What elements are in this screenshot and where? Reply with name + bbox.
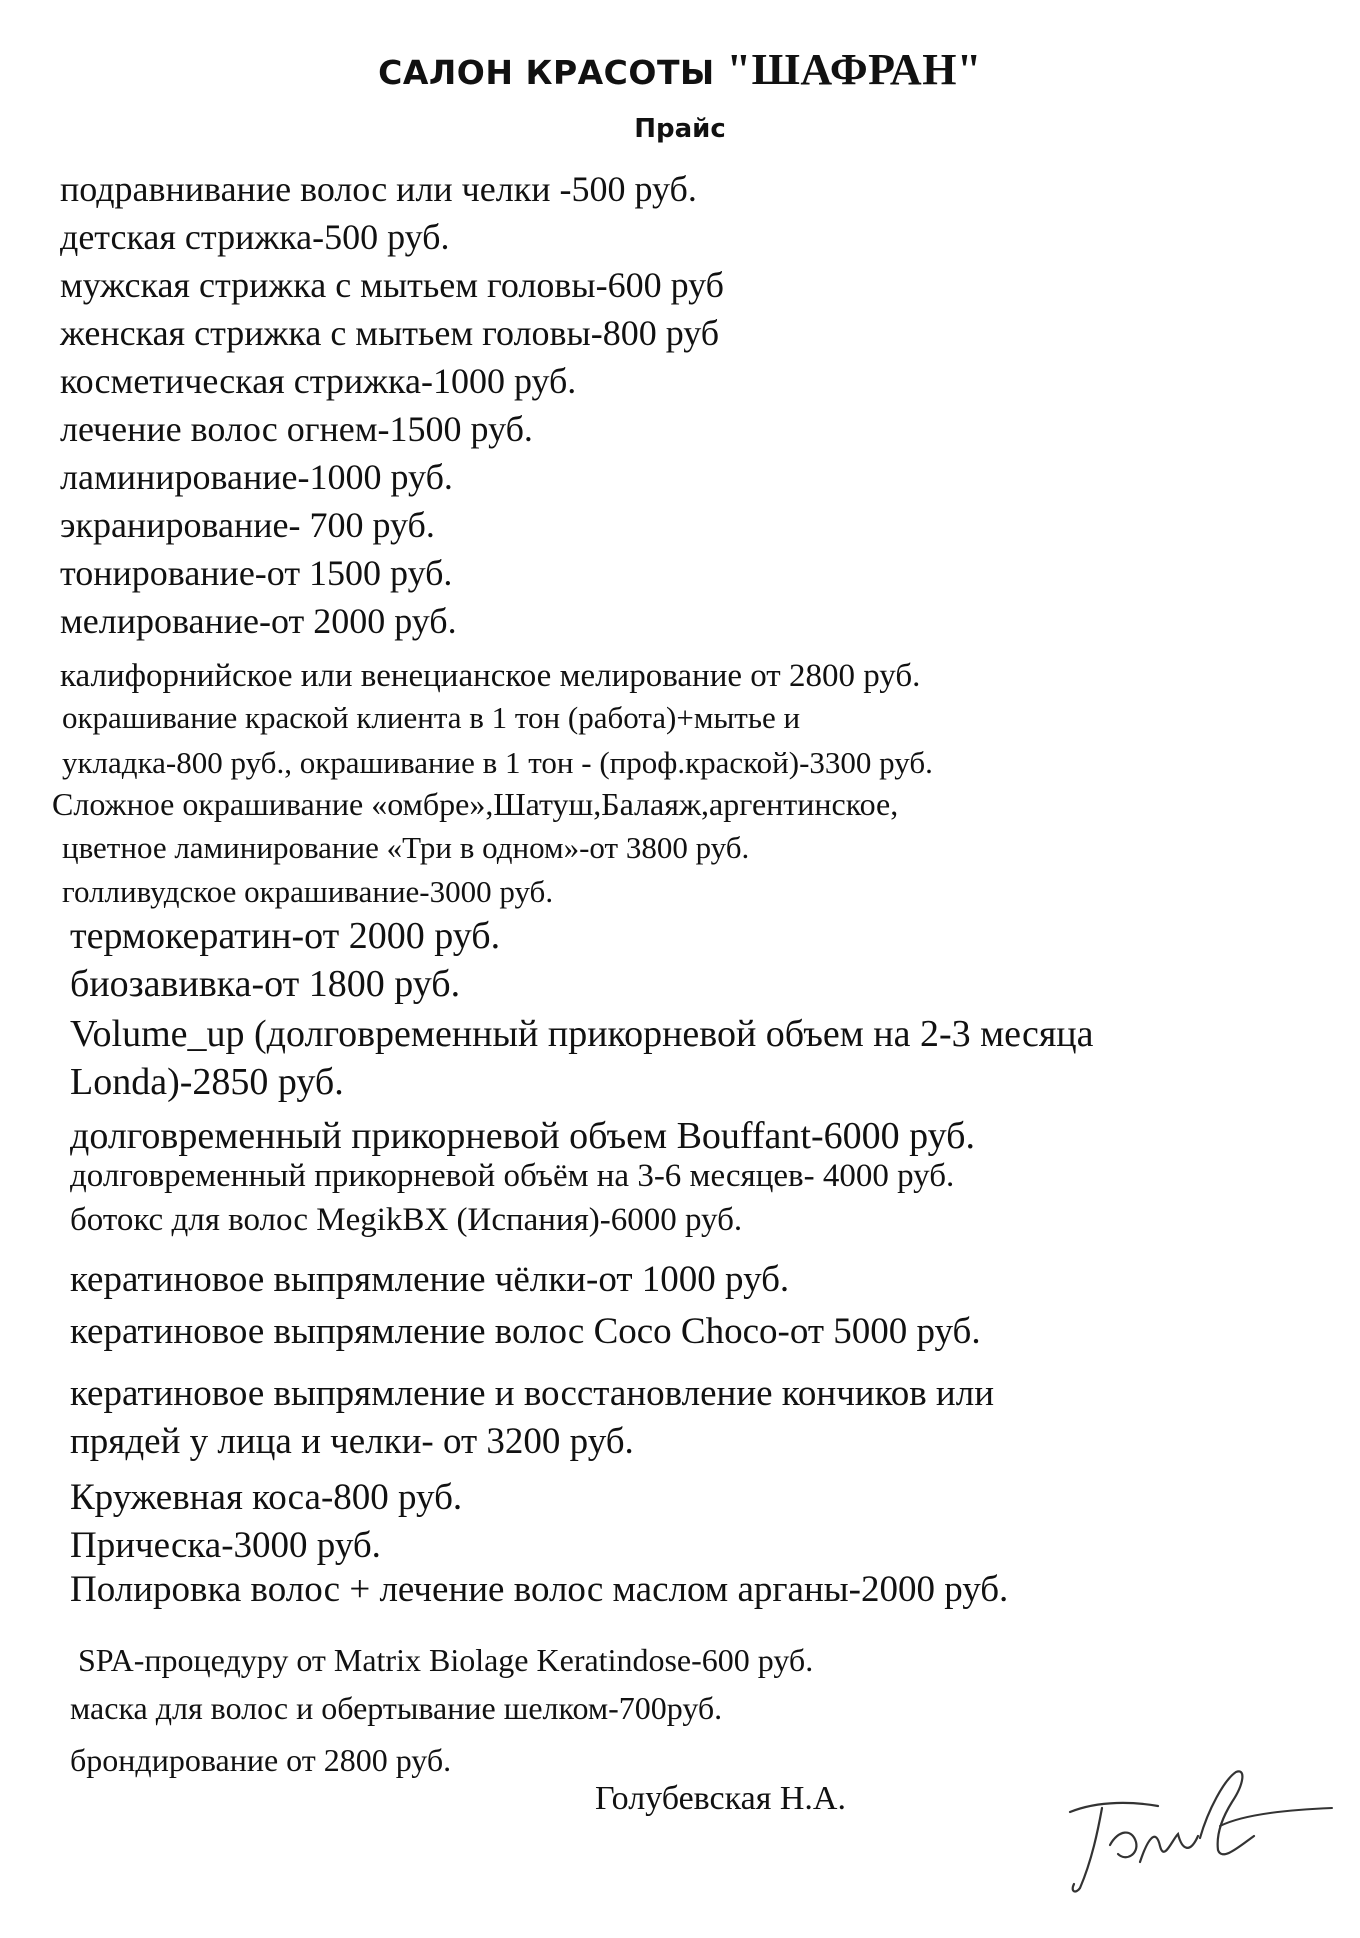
price-item: биозавивка-от 1800 руб.: [70, 963, 461, 1005]
price-item: кератиновое выпрямление чёлки-от 1000 руб.: [70, 1259, 790, 1300]
price-item: лечение волос огнем-1500 руб.: [60, 409, 533, 449]
price-item: калифорнийское или венецианское мелирование от 2800 руб.: [60, 658, 921, 694]
price-item: Кружевная коса-800 руб.: [70, 1477, 463, 1518]
price-item: Прическа-3000 руб.: [70, 1525, 381, 1566]
price-item: SPA-процедуру от Matrix Biolage Keratindose-600 руб.: [78, 1642, 814, 1678]
price-item: женская стрижка с мытьем головы-800 руб: [60, 313, 720, 353]
salon-brand-name: "ШАФРАН": [726, 45, 982, 94]
signatory-name: Голубевская Н.А.: [595, 1780, 846, 1817]
price-item: термокератин-от 2000 руб.: [70, 915, 501, 957]
price-item: экранирование- 700 руб.: [60, 505, 435, 545]
price-item: ламинирование-1000 руб.: [60, 457, 453, 497]
price-item: мелирование-от 2000 руб.: [60, 601, 457, 641]
price-item: тонирование-от 1500 руб.: [60, 553, 453, 593]
price-item: косметическая стрижка-1000 руб.: [60, 361, 577, 401]
price-item: маска для волос и обертывание шелком-700руб.: [70, 1690, 723, 1726]
price-item: долговременный прикорневой объём на 3-6 месяцев- 4000 руб.: [70, 1158, 955, 1194]
price-item: голливудское окрашивание-3000 руб.: [62, 874, 554, 909]
price-item: Londa)-2850 руб.: [70, 1061, 344, 1103]
price-item: кератиновое выпрямление и восстановление кончиков или: [70, 1373, 994, 1414]
price-item: окрашивание краской клиента в 1 тон (работа)+мытье и: [62, 700, 801, 735]
price-item: Volume_up (долговременный прикорневой объем на 2-3 месяца: [70, 1013, 1094, 1055]
price-item: брондирование от 2800 руб.: [70, 1742, 452, 1778]
price-item: Сложное окрашивание «омбре»,Шатуш,Балаяж,аргентинское,: [52, 786, 899, 822]
price-item: долговременный прикорневой объем Bouffant-6000 руб.: [70, 1115, 975, 1157]
salon-title-prefix: САЛОН КРАСОТЫ: [378, 53, 727, 92]
price-item: детская стрижка-500 руб.: [60, 217, 450, 257]
price-item: кератиновое выпрямление волос Coco Choco-от 5000 руб.: [70, 1311, 981, 1352]
salon-title: [0, 44, 1360, 95]
price-item: укладка-800 руб., окрашивание в 1 тон - (проф.краской)-3300 руб.: [62, 745, 933, 780]
price-item: цветное ламинирование «Три в одном»-от 3800 руб.: [62, 830, 750, 865]
price-subtitle: Прайс: [634, 114, 726, 144]
price-item: подравнивание волос или челки -500 руб.: [60, 169, 697, 209]
handwritten-signature: [1040, 1750, 1340, 1900]
price-item: прядей у лица и челки- от 3200 руб.: [70, 1421, 634, 1462]
price-item: мужская стрижка с мытьем головы-600 руб: [60, 265, 724, 305]
price-item: Полировка волос + лечение волос маслом арганы-2000 руб.: [70, 1569, 1009, 1610]
price-item: ботокс для волос MegikBX (Испания)-6000 руб.: [70, 1202, 743, 1238]
